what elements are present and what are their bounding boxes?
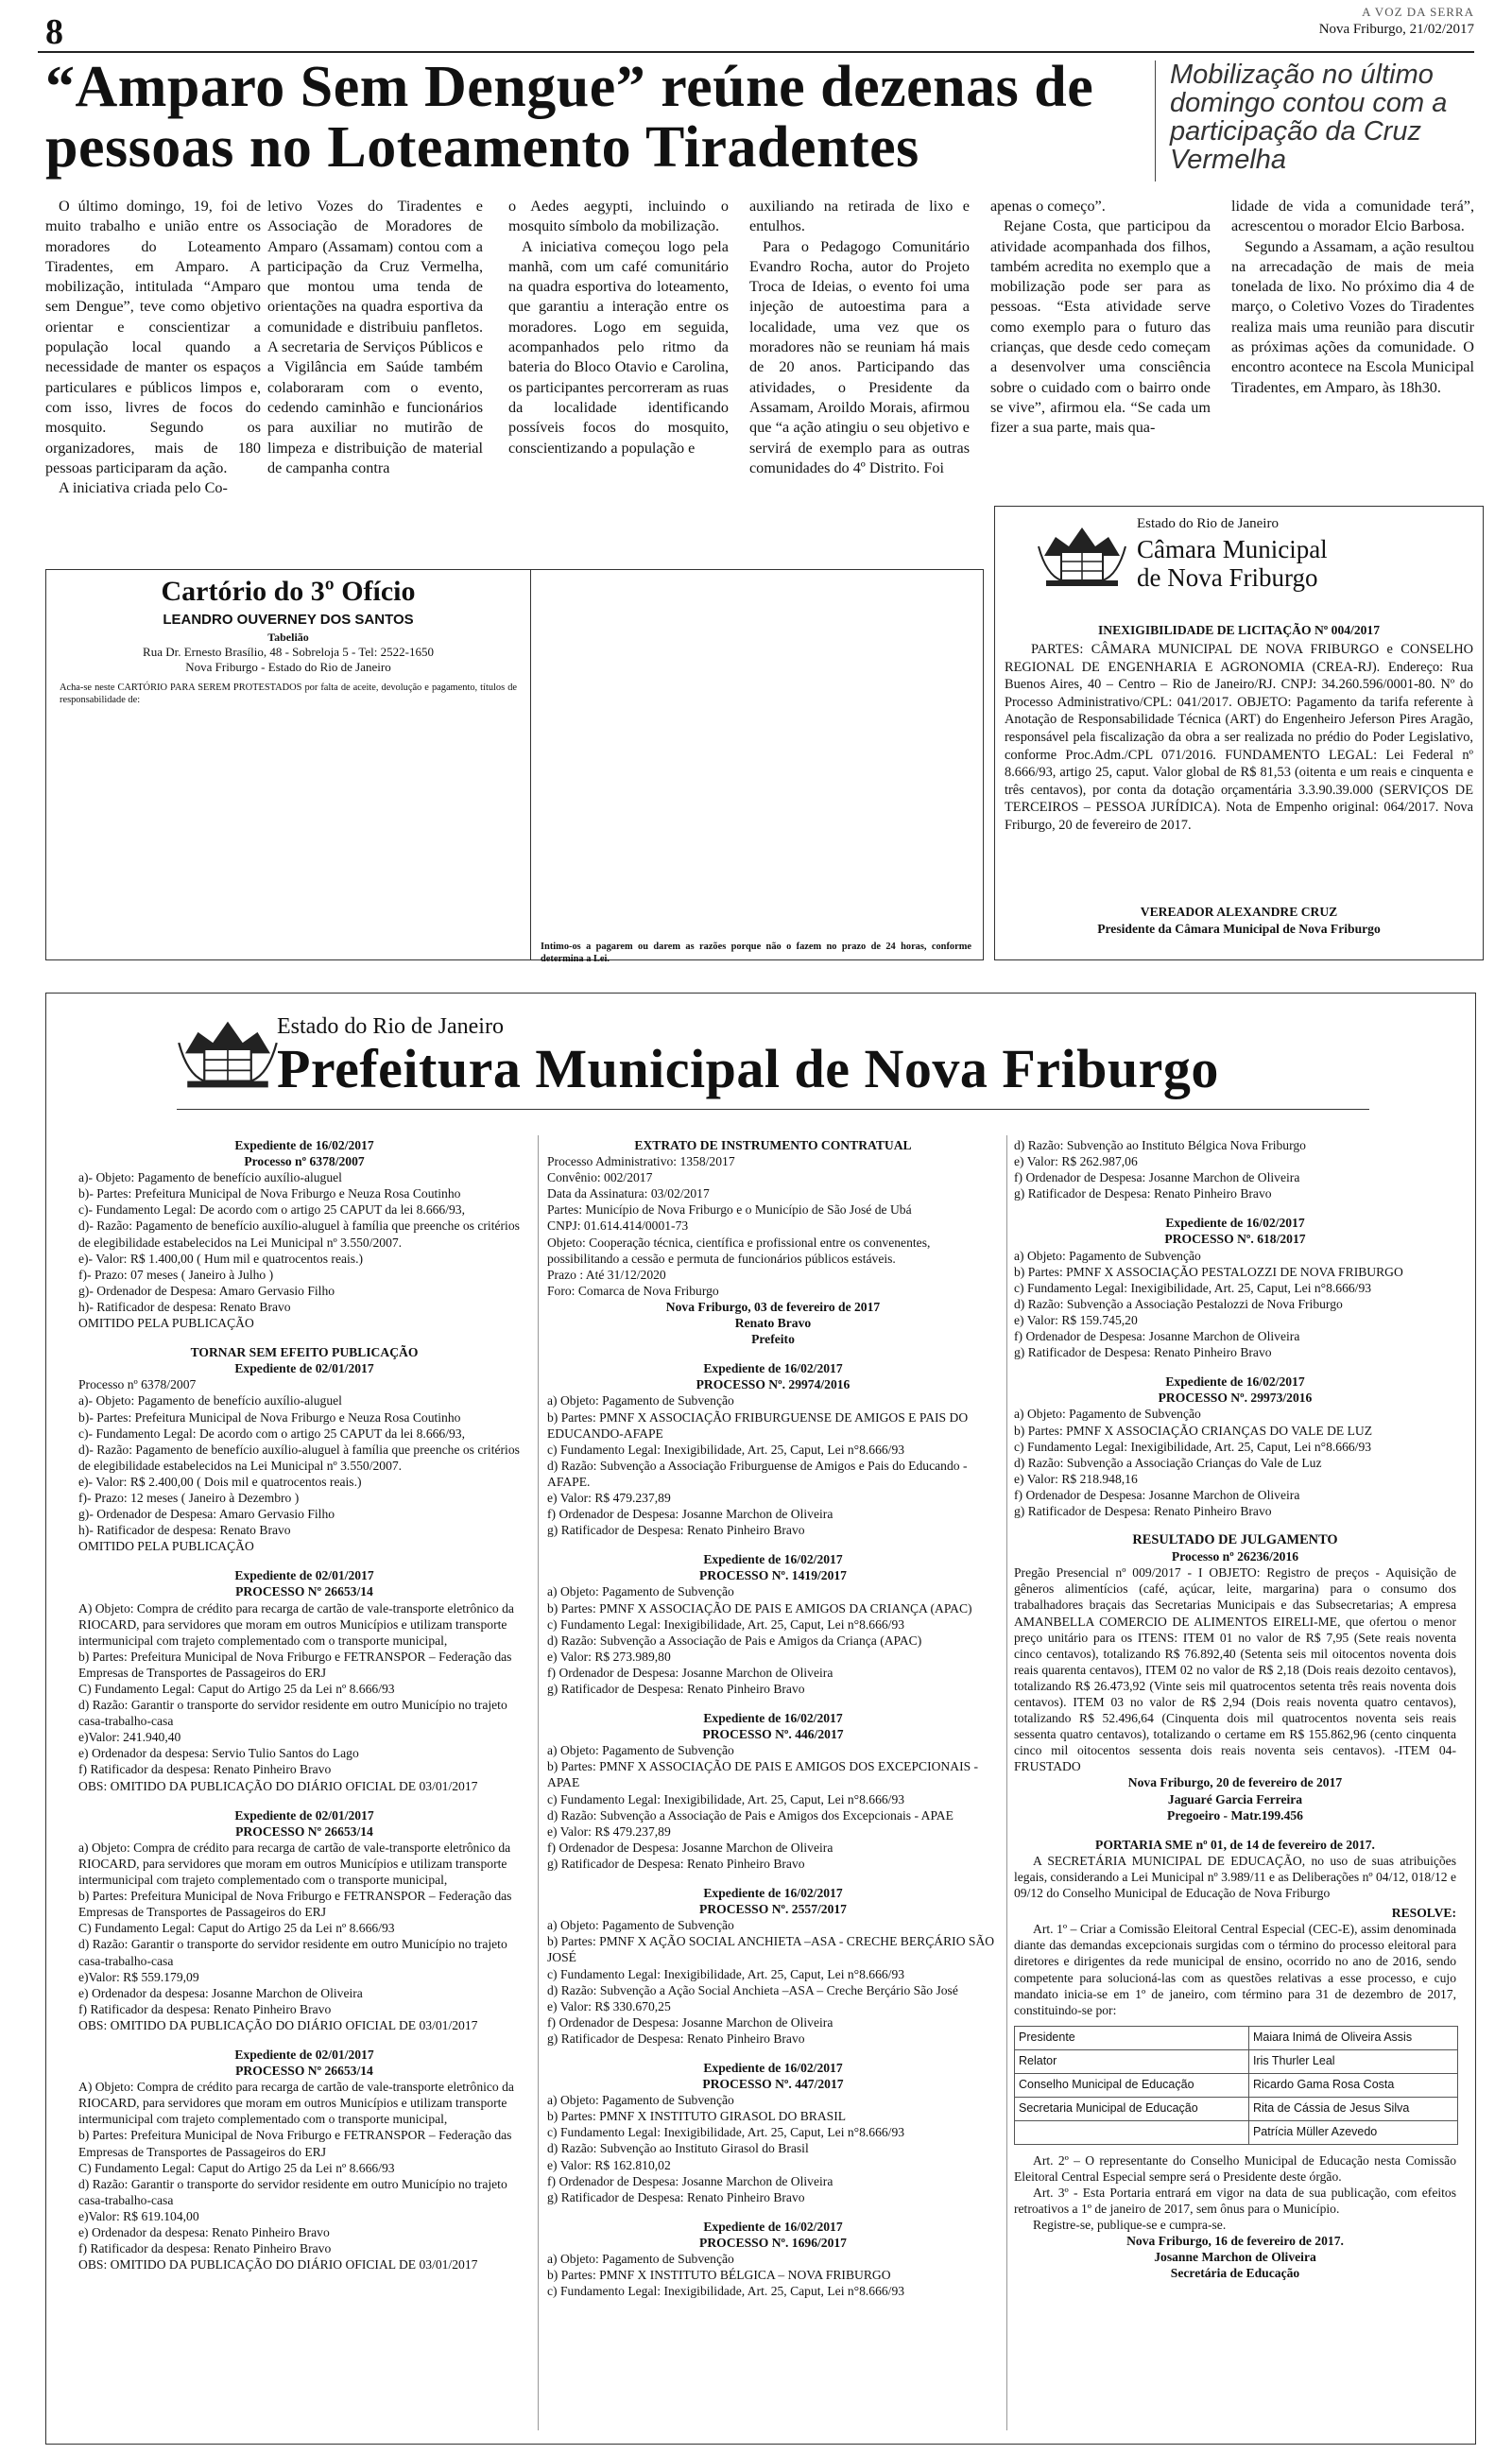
- commission-table: [1014, 2026, 1458, 2145]
- notice-line: b) Partes: Prefeitura Municipal de Nova Friburgo e FETRANSPOR – Federação das Empresas de Transportes de Passageiros do ERJ: [78, 1889, 512, 1920]
- commission-role-cell: Conselho Municipal de Educação: [1015, 2073, 1249, 2097]
- notice-line: e) Ordenador da despesa: Servio Tulio Santos do Lago: [78, 1746, 359, 1761]
- notice-line: d)- Razão: Pagamento de benefício auxílio-aluguel à família que preenche os critérios de elegibilidade estabelecidos na Lei Municipal nº 3.550/2007.: [78, 1218, 520, 1250]
- notice-heading: Expediente de 02/01/2017: [234, 2047, 374, 2062]
- notice-line: g) Ratificador de Despesa: Renato Pinheiro Bravo: [1014, 1345, 1272, 1360]
- portaria-closing: Registre-se, publique-se e cumpra-se.: [1033, 2218, 1227, 2233]
- notice-line: b) Partes: PMNF X ASSOCIAÇÃO FRIBURGUENSE DE AMIGOS E PAIS DO EDUCANDO-AFAPE: [547, 1409, 969, 1441]
- notice-line: e)Valor: R$ 559.179,09: [78, 1969, 199, 1984]
- notice-line: a) Objeto: Pagamento de Subvenção: [547, 1918, 734, 1933]
- notice-line: CNPJ: 01.614.414/0001-73: [547, 1218, 689, 1234]
- notice-heading: PROCESSO Nº. 29974/2016: [696, 1377, 850, 1392]
- notice-heading: Processo nº 6378/2007: [244, 1154, 365, 1169]
- notice-signature: Renato Bravo: [734, 1316, 812, 1331]
- notice-block: [547, 1137, 999, 1347]
- notice-line: a) Objeto: Pagamento de Subvenção: [547, 1393, 734, 1408]
- notice-heading: PROCESSO Nº. 1419/2017: [699, 1568, 847, 1583]
- table-row: [1015, 2049, 1458, 2073]
- notice-line: g)- Ordenador de Despesa: Amaro Gervasio Filho: [78, 1283, 335, 1298]
- notice-line: f) Ordenador de Despesa: Josanne Marchon de Oliveira: [1014, 1487, 1300, 1502]
- portaria-sme: [1014, 1837, 1456, 2282]
- notice-line: f) Ordenador de Despesa: Josanne Marchon de Oliveira: [547, 1507, 833, 1522]
- notice-line: h)- Ratificador de despesa: Renato Bravo: [78, 1299, 291, 1314]
- article-column: [1231, 197, 1474, 398]
- notice-line: f) Ratificador da despesa: Renato Pinheiro Bravo: [78, 2001, 332, 2016]
- notice-heading: Expediente de 16/02/2017: [703, 2219, 843, 2234]
- resultado-processo: Processo nº 26236/2016: [1171, 1549, 1299, 1564]
- notice-line: c) Fundamento Legal: Inexigibilidade, Art. 25, Caput, Lei n°8.666/93: [547, 1966, 905, 1981]
- cartorio-intro: Acha-se neste CARTÓRIO PARA SEREM PROTESTADOS por falta de aceite, devolução e pagamento, títulos de responsabilidade de:: [60, 683, 517, 706]
- notice-line: c)- Fundamento Legal: De acordo com o artigo 25 CAPUT da lei 8.666/93,: [78, 1202, 465, 1218]
- notice-line: e)- Valor: R$ 1.400,00 ( Hum mil e quatrocentos reais.): [78, 1251, 364, 1266]
- portaria-signer-role: Secretária de Educação: [1170, 2266, 1300, 2281]
- notice-line: d) Razão: Subvenção a Associação Pestalozzi de Nova Friburgo: [1014, 1296, 1343, 1311]
- notice-block: [547, 2219, 999, 2299]
- page-number: 8: [45, 12, 63, 52]
- notice-line: b) Partes: PMNF X INSTITUTO BÉLGICA – NOVA FRIBURGO: [547, 2268, 891, 2283]
- notice-line: Objeto: Cooperação técnica, científica e profissional entre os convenentes, possibilitando a cessão e permuta de funcionários públicos estáveis.: [547, 1235, 931, 1266]
- prefeitura-section: [45, 993, 1476, 2445]
- notice-line: g) Ratificador de Despesa: Renato Pinheiro Bravo: [1014, 1503, 1272, 1518]
- portaria-title: PORTARIA SME nº 01, de 14 de fevereiro de 2017.: [1095, 1837, 1375, 1852]
- notice-line: d) Razão: Garantir o transporte do servidor residente em outro Município no trajeto casa-trabalho-casa: [78, 1937, 507, 1968]
- notice-line: Foro: Comarca de Nova Friburgo: [547, 1283, 719, 1298]
- notice-line: f) Ordenador de Despesa: Josanne Marchon de Oliveira: [547, 1665, 833, 1680]
- notice-heading: PROCESSO Nº. 1696/2017: [699, 2235, 847, 2250]
- page-header-info: [1319, 4, 1474, 38]
- notice-heading: Expediente de 02/01/2017: [234, 1568, 374, 1583]
- notice-line: c) Fundamento Legal: Inexigibilidade, Art. 25, Caput, Lei n°8.666/93: [1014, 1280, 1372, 1295]
- notice-line: b) Partes: Prefeitura Municipal de Nova Friburgo e FETRANSPOR – Federação das Empresas de Transportes de Passageiros do ERJ: [78, 1649, 512, 1680]
- notice-heading: PROCESSO Nº 26653/14: [235, 1584, 373, 1599]
- resultado-body: Pregão Presencial nº 009/2017 - I OBJETO: Registro de preços - Aquisição de gêneros alimentícios (café, açúcar, leite, margarina) para o consumo dos trabalhadores braçais das Secretarias Municipais e das Subsecretarias; A empresa AMANBELLA COMERCIO DE ALIMENTOS EIRELI-ME, que ofertou o menor preço unitário para os ITENS: ITEM 01 no valor de R$ 7,95 (Sete reais noventa cinco centavos), totalizando R$ 76.892,40 (Setenta seis mil oitocentos noventa dois reais quarenta centavos), ITEM 02 no valor de R$ 2,18 (Dois reais dezoito centavos), totalizando R$ 26.473,92 (Vinte seis mil quatrocentos setenta três reais noventa dois centavos). ITEM 03 no valor de R$ 2,94 (Dois reais noventa quatro centavos), totalizando R$ 52.496,64 (Cinquenta dois mil quatrocentos noventa seis reais sessenta quatro centavos), totalizando o certame em R$ 155.862,96 (cento cinquenta cinco mil oitocentos sessenta dois reais noventa seis centavos). -ITEM 04- FRUSTADO: [1014, 1565, 1456, 1774]
- notice-line: e) Ordenador da despesa: Josanne Marchon de Oliveira: [78, 1985, 363, 2000]
- article-column: [990, 197, 1211, 439]
- article-paragraph: letivo Vozes do Tiradentes e Associação de Moradores de Amparo (Assamam) contou com a participação da Cruz Vermelha, que montou uma tenda de orientações na quadra esportiva da comunidade e distribuiu panfletos. A secretaria de Serviços Públicos e a Vigilância em Saúde também colaboraram com o evento, cedendo caminhão e funcionários para auxiliar no mutirão de limpeza e distribuição de material de campanha contra: [267, 198, 483, 476]
- notice-line: b) Partes: PMNF X ASSOCIAÇÃO DE PAIS E AMIGOS DOS EXCEPCIONAIS - APAE: [547, 1759, 979, 1790]
- notice-heading: Expediente de 02/01/2017: [234, 1361, 374, 1376]
- cartorio-list-right: [541, 578, 971, 941]
- notice-line: b) Partes: Prefeitura Municipal de Nova Friburgo e FETRANSPOR – Federação das Empresas de Transportes de Passageiros do ERJ: [78, 2128, 512, 2159]
- prefeitura-col-divider-2: [1006, 1135, 1007, 2430]
- article-kicker: Mobilização no último domingo contou com a participação da Cruz Vermelha: [1170, 60, 1448, 175]
- notice-heading: Expediente de 16/02/2017: [703, 1886, 843, 1901]
- article-column: [267, 197, 483, 478]
- commission-role-cell: Presidente: [1015, 2026, 1249, 2049]
- notice-line: b)- Partes: Prefeitura Municipal de Nova Friburgo e Neuza Rosa Coutinho: [78, 1186, 461, 1201]
- cartorio-title: Cartório do 3º Ofício: [161, 576, 416, 607]
- notice-heading: PROCESSO Nº. 29973/2016: [1158, 1391, 1313, 1406]
- notice-line: d) Razão: Subvenção ao Instituto Bélgica Nova Friburgo: [1014, 1138, 1306, 1152]
- notice-line: f) Ordenador de Despesa: Josanne Marchon de Oliveira: [1014, 1329, 1300, 1344]
- prefeitura-state: Estado do Rio de Janeiro: [277, 1014, 504, 1039]
- article-paragraph: apenas o começo”.: [990, 198, 1106, 215]
- notice-line: f) Ratificador da despesa: Renato Pinheiro Bravo: [78, 1762, 332, 1777]
- notice-line: f) Ordenador de Despesa: Josanne Marchon de Oliveira: [1014, 1170, 1300, 1185]
- commission-role-cell: [1015, 2120, 1249, 2144]
- notice-line: c) Fundamento Legal: Inexigibilidade, Art. 25, Caput, Lei n°8.666/93: [1014, 1439, 1372, 1454]
- notice-block: [78, 1137, 530, 1331]
- notice-line: d) Razão: Subvenção ao Instituto Girasol do Brasil: [547, 2141, 809, 2156]
- cartorio-role: Tabelião: [267, 631, 309, 644]
- notice-line: C) Fundamento Legal: Caput do Artigo 25 da Lei nº 8.666/93: [78, 1682, 395, 1696]
- resultado-date: Nova Friburgo, 20 de fevereiro de 2017: [1127, 1775, 1343, 1790]
- commission-member-cell: Maiara Inimá de Oliveira Assis: [1248, 2026, 1457, 2049]
- notice-line: e) Valor: R$ 159.745,20: [1014, 1312, 1138, 1327]
- prefeitura-col-divider-1: [538, 1135, 539, 2430]
- article-paragraph: auxiliando na retirada de lixo e entulhos.: [749, 198, 970, 235]
- prefeitura-column-1: [78, 1137, 530, 2286]
- article-headline: “Amparo Sem Dengue” reúne dezenas de pessoas no Loteamento Tiradentes: [45, 55, 1094, 180]
- notice-block: [547, 2060, 999, 2205]
- notice-heading: PROCESSO Nº. 447/2017: [702, 2077, 844, 2092]
- notice-line: a)- Objeto: Pagamento de benefício auxílio-aluguel: [78, 1170, 342, 1185]
- notice-line: Convênio: 002/2017: [547, 1170, 653, 1185]
- resultado-julgamento: [1014, 1532, 1456, 1823]
- notice-heading: Expediente de 16/02/2017: [1165, 1374, 1305, 1390]
- prefeitura-title: Prefeitura Municipal de Nova Friburgo: [277, 1038, 1219, 1099]
- article-paragraph: o Aedes aegypti, incluindo o mosquito símbolo da mobilização.: [508, 198, 729, 235]
- notice-line: d) Razão: Garantir o transporte do servidor residente em outro Município no trajeto casa-trabalho-casa: [78, 2176, 507, 2207]
- notice-line: c)- Fundamento Legal: De acordo com o artigo 25 CAPUT da lei 8.666/93,: [78, 1426, 465, 1441]
- column-3-notices: [1014, 1137, 1456, 1519]
- notice-line: e) Ordenador da despesa: Renato Pinheiro Bravo: [78, 2225, 330, 2239]
- camara-signer-role: Presidente da Câmara Municipal de Nova Friburgo: [1097, 922, 1381, 936]
- notice-line: g) Ratificador de Despesa: Renato Pinheiro Bravo: [547, 2031, 805, 2046]
- cartorio-list-left: [60, 710, 517, 952]
- notice-line: b) Partes: PMNF X INSTITUTO GIRASOL DO BRASIL: [547, 2109, 847, 2124]
- resultado-signer-role: Pregoeiro - Matr.199.456: [1167, 1807, 1303, 1823]
- notice-line: a) Objeto: Pagamento de Subvenção: [547, 2252, 734, 2266]
- prefeitura-crest-icon: [177, 1011, 279, 1090]
- notice-block: [1014, 1137, 1456, 1201]
- notice-line: g)- Ordenador de Despesa: Amaro Gervasio Filho: [78, 1507, 335, 1522]
- resultado-title: RESULTADO DE JULGAMENTO: [1132, 1532, 1338, 1548]
- notice-heading: Expediente de 16/02/2017: [234, 1138, 374, 1152]
- commission-role-cell: Relator: [1015, 2049, 1249, 2073]
- portaria-art1: Art. 1º – Criar a Comissão Eleitoral Central Especial (CEC-E), assim denominada diante das demandas excepcionais surgidas com o término do processo eleitoral para diretores e dirigentes da rede municipal de ensino, ocorrido no ano de 2016, sendo competente para solucioná-las com as questões relativas a esse processo, e cujo mandato inicia-se em 1º de janeiro, com término para 31 de dezembro de 2017, constituindo-se por:: [1014, 1922, 1456, 2017]
- notice-line: a) Objeto: Pagamento de Subvenção: [547, 1743, 734, 1758]
- notice-line: e) Valor: R$ 273.989,80: [547, 1649, 671, 1664]
- notice-line: e)Valor: 241.940,40: [78, 1730, 181, 1745]
- notice-line: OMITIDO PELA PUBLICAÇÃO: [78, 1539, 254, 1554]
- notice-line: d) Razão: Subvenção a Ação Social Anchieta –ASA – Creche Berçário São José: [547, 1982, 958, 1997]
- notice-line: b)- Partes: Prefeitura Municipal de Nova Friburgo e Neuza Rosa Coutinho: [78, 1409, 461, 1425]
- notice-line: f)- Prazo: 12 meses ( Janeiro à Dezembro ): [78, 1490, 300, 1505]
- commission-role-cell: Secretaria Municipal de Educação: [1015, 2097, 1249, 2120]
- notice-heading: Expediente de 16/02/2017: [703, 2060, 843, 2075]
- notice-line: e)Valor: R$ 619.104,00: [78, 2208, 199, 2223]
- notice-line: d) Razão: Subvenção a Associação de Pais e Amigos dos Excepcionais - APAE: [547, 1807, 954, 1823]
- notice-line: g) Ratificador de Despesa: Renato Pinheiro Bravo: [547, 1523, 805, 1538]
- notice-line: OMITIDO PELA PUBLICAÇÃO: [78, 1316, 254, 1331]
- cartorio-address: Rua Dr. Ernesto Brasílio, 48 - Sobreloja 5 - Tel: 2522-1650: [143, 645, 434, 659]
- article-paragraph: A iniciativa começou logo pela manhã, com um café comunitário na quadra esportiva do loteamento, que garantiu a interação entre os moradores. Logo em seguida, acompanhados pelo ritmo da bateria do Bloco Otavio e Carolina, os participantes percorreram as ruas da localidade identificando possíveis focos do mosquito, conscientizando a população e: [508, 237, 729, 457]
- notice-line: a) Objeto: Pagamento de Subvenção: [547, 2093, 734, 2108]
- cartorio-notice: [45, 569, 531, 960]
- notice-line: b) Partes: PMNF X ASSOCIAÇÃO CRIANÇAS DO VALE DE LUZ: [1014, 1423, 1373, 1438]
- article-paragraph: O último domingo, 19, foi de muito trabalho e união entre os moradores do Loteamento Tiradentes, em Amparo. A mobilização, intitulada “Amparo sem Dengue”, teve como objetivo orientar e conscientizar a população local quando a necessidade de manter os espaços particulares e públicos limpos e, com isso, livres de focos do mosquito. Segundo os organizadores, mais de 180 pessoas participaram da ação.: [45, 198, 261, 476]
- header-rule: [38, 51, 1474, 53]
- notice-line: b) Partes: PMNF X ASSOCIAÇÃO PESTALOZZI DE NOVA FRIBURGO: [1014, 1264, 1403, 1279]
- resultado-signer: Jaguaré Garcia Ferreira: [1167, 1791, 1303, 1806]
- article-paragraph: A iniciativa criada pelo Co-: [59, 479, 228, 497]
- commission-member-cell: Rita de Cássia de Jesus Silva: [1248, 2097, 1457, 2120]
- commission-member-cell: Ricardo Gama Rosa Costa: [1248, 2073, 1457, 2097]
- notice-line: c) Fundamento Legal: Inexigibilidade, Art. 25, Caput, Lei n°8.666/93: [547, 1616, 905, 1632]
- portaria-art3: Art. 3º - Esta Portaria entrará em vigor na data de sua publicação, com efeitos retroativos a 1º de janeiro de 2017, sem ônus para o Município.: [1014, 2185, 1456, 2217]
- camara-name-line2: de Nova Friburgo: [1137, 563, 1318, 592]
- notice-line: f)- Prazo: 07 meses ( Janeiro à Julho ): [78, 1267, 274, 1282]
- camara-notice: [994, 506, 1484, 960]
- article-column: [749, 197, 970, 478]
- notice-block: [78, 1567, 530, 1793]
- portaria-signer: Josanne Marchon de Oliveira: [1154, 2250, 1316, 2265]
- notice-line: c) Fundamento Legal: Inexigibilidade, Art. 25, Caput, Lei n°8.666/93: [547, 1791, 905, 1806]
- notice-heading: Expediente de 16/02/2017: [703, 1711, 843, 1726]
- issue-date: Nova Friburgo, 21/02/2017: [1318, 22, 1474, 37]
- table-row: [1015, 2026, 1458, 2049]
- article-column: [45, 197, 261, 498]
- notice-block: [1014, 1374, 1456, 1519]
- notice-heading: PROCESSO Nº. 2557/2017: [699, 1902, 847, 1917]
- notice-line: f) Ordenador de Despesa: Josanne Marchon de Oliveira: [547, 1840, 833, 1855]
- notice-heading: Expediente de 02/01/2017: [234, 1807, 374, 1823]
- notice-heading: EXTRATO DE INSTRUMENTO CONTRATUAL: [634, 1138, 912, 1152]
- notice-line: A) Objeto: Compra de crédito para recarga de cartão de vale-transporte eletrônico da RIOCARD, para servidores que moram em outros Municípios e utilizam transporte intermunicipal com trajeto complementado com o transporte municipal,: [78, 2080, 514, 2127]
- notice-line: f) Ratificador da despesa: Renato Pinheiro Bravo: [78, 2241, 332, 2256]
- notice-line: e) Valor: R$ 262.987,06: [1014, 1154, 1138, 1169]
- camara-name-line1: Câmara Municipal: [1137, 535, 1328, 563]
- headline-divider: [1155, 60, 1156, 181]
- notice-line: A) Objeto: Compra de crédito para recarga de cartão de vale-transporte eletrônico da RIOCARD, para servidores que moram em outros Municípios e utilizam transporte intermunicipal com trajeto complementado com o transporte municipal,: [78, 1600, 514, 1648]
- camara-state: Estado do Rio de Janeiro: [1137, 516, 1279, 531]
- notice-line: Data da Assinatura: 03/02/2017: [547, 1186, 710, 1201]
- notice-line: C) Fundamento Legal: Caput do Artigo 25 da Lei nº 8.666/93: [78, 1921, 395, 1936]
- portaria-art2: Art. 2º – O representante do Conselho Municipal de Educação nesta Comissão Eleitoral Central Especial sempre será o Presidente deste órgão.: [1014, 2152, 1456, 2184]
- cartorio-city: Nova Friburgo - Estado do Rio de Janeiro: [185, 660, 391, 674]
- notice-line: d)- Razão: Pagamento de benefício auxílio-aluguel à família que preenche os critérios de elegibilidade estabelecidos na Lei Municipal nº 3.550/2007.: [78, 1442, 520, 1473]
- notice-line: g) Ratificador de Despesa: Renato Pinheiro Bravo: [547, 1856, 805, 1871]
- table-row: [1015, 2097, 1458, 2120]
- prefeitura-column-2: [547, 1137, 999, 2312]
- notice-heading: TORNAR SEM EFEITO PUBLICAÇÃO: [190, 1345, 419, 1360]
- notice-heading: Expediente de 16/02/2017: [703, 1361, 843, 1376]
- notice-line: e) Valor: R$ 330.670,25: [547, 1998, 671, 2013]
- portaria-resolve: RESOLVE:: [1391, 1906, 1456, 1921]
- notice-line: g) Ratificador de Despesa: Renato Pinheiro Bravo: [547, 1682, 805, 1696]
- notice-signature: Nova Friburgo, 03 de fevereiro de 2017: [665, 1299, 881, 1314]
- notice-line: e)- Valor: R$ 2.400,00 ( Dois mil e quatrocentos reais.): [78, 1474, 362, 1489]
- notice-line: Prazo : Até 31/12/2020: [547, 1267, 666, 1282]
- notice-line: d) Razão: Subvenção a Associação Friburguense de Amigos e Pais do Educando -AFAPE.: [547, 1458, 968, 1489]
- commission-member-cell: Patrícia Müller Azevedo: [1248, 2120, 1457, 2144]
- article-paragraph: Para o Pedagogo Comunitário Evandro Rocha, autor do Projeto Troca de Ideias, o evento foi uma injeção de autoestima para a localidade, uma vez que os moradores não se reuniam há mais de 20 anos. Participando das atividades, o Presidente da Assamam, Aroildo Morais, afirmou que “a ação atingiu o seu objetivo e servirá de exemplo para as outras comunidades do 4º Distrito. Foi: [749, 237, 970, 476]
- notice-line: e) Valor: R$ 218.948,16: [1014, 1471, 1138, 1486]
- notice-line: c) Fundamento Legal: Inexigibilidade, Art. 25, Caput, Lei n°8.666/93: [547, 2125, 905, 2140]
- notice-heading: PROCESSO Nº. 446/2017: [702, 1727, 844, 1742]
- notice-line: a) Objeto: Compra de crédito para recarga de cartão de vale-transporte eletrônico da RIOCARD, para servidores que moram em outros Municípios e utilizam transporte intermunicipal com trajeto complementado com o transporte municipal,: [78, 1840, 511, 1888]
- notice-signature: Prefeito: [751, 1332, 795, 1347]
- article-paragraph: lidade de vida a comunidade terá”, acrescentou o morador Elcio Barbosa.: [1231, 198, 1474, 235]
- notice-line: OBS: OMITIDO DA PUBLICAÇÃO DO DIÁRIO OFICIAL DE 03/01/2017: [78, 2017, 478, 2032]
- prefeitura-title-rule: [177, 1109, 1369, 1110]
- notice-line: b) Partes: PMNF X AÇÃO SOCIAL ANCHIETA –ASA - CRECHE BERÇÁRIO SÃO JOSÉ: [547, 1934, 995, 1965]
- notice-block: [547, 1710, 999, 1872]
- notice-heading: PROCESSO Nº 26653/14: [235, 1823, 373, 1839]
- notice-line: e) Valor: R$ 479.237,89: [547, 1490, 671, 1505]
- prefeitura-column-3: [1014, 1137, 1456, 2282]
- notice-line: e) Valor: R$ 479.237,89: [547, 1823, 671, 1839]
- notice-line: f) Ordenador de Despesa: Josanne Marchon de Oliveira: [547, 2014, 833, 2030]
- notice-block: [547, 1551, 999, 1697]
- notice-block: [1014, 1215, 1456, 1360]
- notice-line: e) Valor: R$ 162.810,02: [547, 2157, 671, 2172]
- notice-line: a) Objeto: Pagamento de Subvenção: [547, 1584, 734, 1599]
- notice-line: d) Razão: Subvenção a Associação de Pais e Amigos da Criança (APAC): [547, 1633, 922, 1648]
- table-row: [1015, 2120, 1458, 2144]
- notice-block: [78, 1344, 530, 1554]
- article-column: [508, 197, 729, 458]
- commission-member-cell: Iris Thurler Leal: [1248, 2049, 1457, 2073]
- notice-line: h)- Ratificador de despesa: Renato Bravo: [78, 1523, 291, 1538]
- paper-name: A VOZ DA SERRA: [1362, 5, 1474, 19]
- camara-crest-icon: [1037, 518, 1127, 588]
- notice-heading: Expediente de 16/02/2017: [703, 1552, 843, 1567]
- camara-notice-title: INEXIGIBILIDADE DE LICITAÇÃO Nº 004/2017: [1097, 623, 1381, 637]
- camara-signer: VEREADOR ALEXANDRE CRUZ: [1140, 905, 1338, 919]
- notice-block: [78, 2047, 530, 2273]
- notice-heading: Expediente de 16/02/2017: [1165, 1216, 1305, 1231]
- notice-line: d) Razão: Subvenção a Associação Crianças do Vale de Luz: [1014, 1455, 1322, 1470]
- notice-line: Processo nº 6378/2007: [78, 1377, 197, 1392]
- notice-line: c) Fundamento Legal: Inexigibilidade, Art. 25, Caput, Lei n°8.666/93: [547, 2284, 905, 2299]
- notice-line: a) Objeto: Pagamento de Subvenção: [1014, 1248, 1201, 1263]
- notice-line: b) Partes: PMNF X ASSOCIAÇÃO DE PAIS E AMIGOS DA CRIANÇA (APAC): [547, 1600, 972, 1616]
- camara-notice-body: PARTES: CÂMARA MUNICIPAL DE NOVA FRIBURGO e CONSELHO REGIONAL DE ENGENHARIA E AGRONOMIA (CREA-RJ). Endereço: Rua Buenos Aires, 40 – Centro – Rio de Janeiro/RJ. CNPJ: 34.260.596/0001-80. Nº do Processo Administrativo/CPL: 041/2017. OBJETO: Pagamento da tarifa referente à Anotação de Responsabilidade Técnica (ART) do Engenheiro Jeferson Pires Aragão, responsável pela fiscalização da obra a ser realizada no prédio do Poder Legislativo, conforme Proc.Adm./CPL 071/2016. FUNDAMENTO LEGAL: Lei Federal nº 8.666/93, artigo 25, caput. Valor global de R$ 81,53 (oitenta e um reais e cinquenta e três centavos), por conta da dotação orçamentária 3.3.90.39.000 (SERVIÇOS DE TERCEIROS – PESSOA JURÍDICA). Nota de Empenho original: 064/2017. Nova Friburgo, 20 de fevereiro de 2017.: [1005, 642, 1473, 833]
- portaria-date: Nova Friburgo, 16 de fevereiro de 2017.: [1126, 2234, 1344, 2249]
- cartorio-footer: Intimo-os a pagarem ou darem as razões porque não o fazem no prazo de 24 horas, conforme determina a Lei.: [541, 942, 971, 965]
- notice-line: g) Ratificador de Despesa: Renato Pinheiro Bravo: [1014, 1186, 1272, 1201]
- notice-line: g) Ratificador de Despesa: Renato Pinheiro Bravo: [547, 2189, 805, 2204]
- cartorio-notice-continued: [529, 569, 984, 965]
- article-paragraph: Rejane Costa, que participou da atividade acompanhada dos filhos, também acredita no exemplo que a mobilização pode ser para as pessoas. “Esta atividade serve como exemplo para o futuro das crianças, que desde cedo começam a desenvolver uma consciência sobre o cuidado com o bairro onde se vive”, afirmou ela. “Se cada um fizer a sua parte, mais qua-: [990, 217, 1211, 437]
- notice-line: f) Ordenador de Despesa: Josanne Marchon de Oliveira: [547, 2173, 833, 2188]
- notice-line: d) Razão: Garantir o transporte do servidor residente em outro Município no trajeto casa-trabalho-casa: [78, 1698, 507, 1729]
- notice-heading: PROCESSO Nº 26653/14: [235, 2064, 373, 2079]
- notice-line: OBS: OMITIDO DA PUBLICAÇÃO DO DIÁRIO OFICIAL DE 03/01/2017: [78, 1778, 478, 1793]
- notice-line: Partes: Município de Nova Friburgo e o Município de São José de Ubá: [547, 1202, 912, 1218]
- notice-line: Processo Administrativo: 1358/2017: [547, 1154, 735, 1169]
- notice-line: a) Objeto: Pagamento de Subvenção: [1014, 1407, 1201, 1422]
- cartorio-tabeliao: LEANDRO OUVERNEY DOS SANTOS: [163, 612, 414, 628]
- notice-block: [547, 1360, 999, 1538]
- notice-line: OBS: OMITIDO DA PUBLICAÇÃO DO DIÁRIO OFICIAL DE 03/01/2017: [78, 2257, 478, 2273]
- article-paragraph: Segundo a Assamam, a ação resultou na arrecadação de mais de meia tonelada de lixo. No próximo dia 4 de março, o Coletivo Vozes do Tiradentes realiza mais uma reunião para discutir as próximas ações da comunidade. O encontro acontece na Escola Municipal Tiradentes, em Amparo, às 18h30.: [1231, 237, 1474, 396]
- notice-heading: PROCESSO Nº. 618/2017: [1164, 1232, 1306, 1247]
- portaria-intro: A SECRETÁRIA MUNICIPAL DE EDUCAÇÃO, no uso de suas atribuições legais, considerando a Lei Municipal nº 3.989/11 e as Deliberações nº 04/12, 018/12 e 09/12 do Conselho Municipal de Educação de Nova Friburgo: [1014, 1853, 1456, 1901]
- notice-block: [78, 1807, 530, 2033]
- notice-line: C) Fundamento Legal: Caput do Artigo 25 da Lei nº 8.666/93: [78, 2160, 395, 2175]
- notice-line: a)- Objeto: Pagamento de benefício auxílio-aluguel: [78, 1393, 342, 1408]
- notice-line: c) Fundamento Legal: Inexigibilidade, Art. 25, Caput, Lei n°8.666/93: [547, 1442, 905, 1457]
- notice-block: [547, 1885, 999, 2047]
- table-row: [1015, 2073, 1458, 2097]
